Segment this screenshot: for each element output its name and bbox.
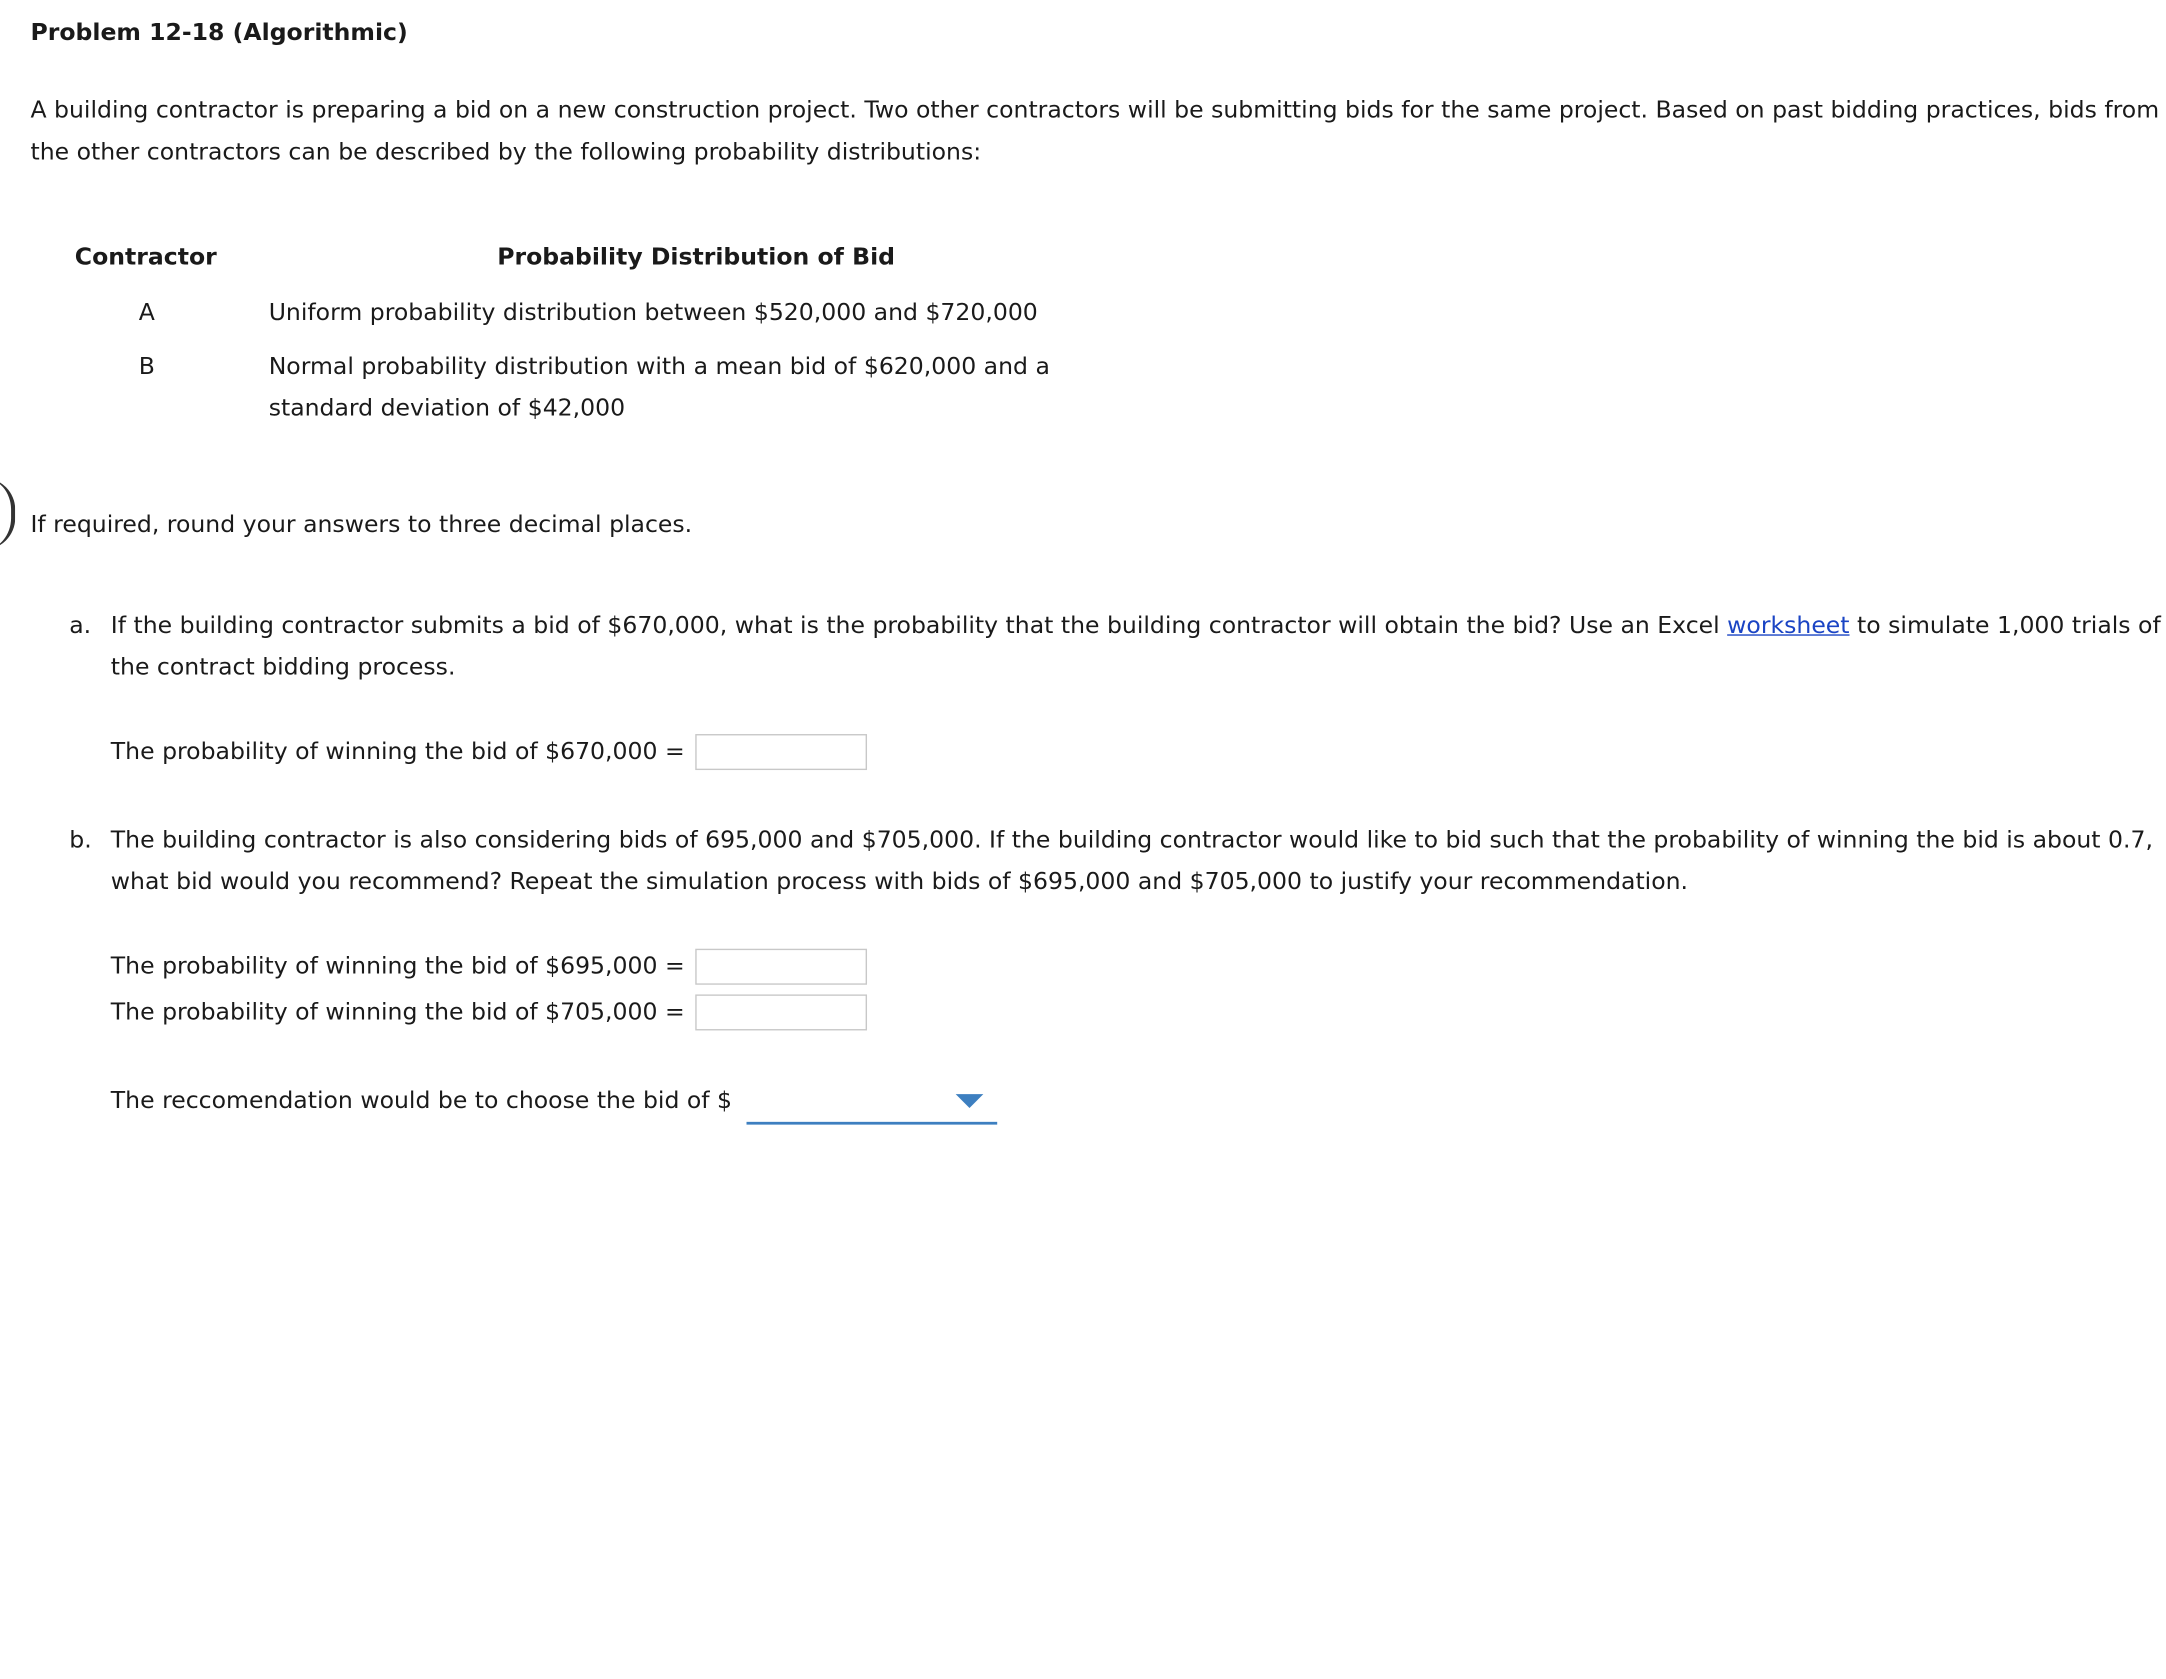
question-a-letter: a. (69, 612, 92, 640)
rounding-note: If required, round your answers to three decimal places. (30, 511, 693, 539)
question-a-text (111, 605, 2166, 688)
answer-a-input[interactable] (696, 734, 868, 770)
table-header-distribution: Probability Distribution of Bid (497, 243, 896, 272)
contractor-a-label: A (138, 299, 155, 327)
question-a-text-end: to simulate 1,000 trials of the contract bidding process. (110, 612, 2161, 682)
table-header-contractor: Contractor (74, 243, 217, 272)
contractor-a-distribution: Uniform probability distribution between $520,000 and $720,000 (268, 299, 1038, 327)
contractor-b-distribution: Normal probability distribution with a mean bid of $620,000 and a standard deviation of $42,000 (268, 353, 1050, 423)
answer-a-row (111, 731, 868, 773)
problem-title: Problem 12-18 (Algorithmic) (30, 19, 408, 48)
contractor-b-label: B (138, 353, 155, 381)
answer-b2-row (111, 992, 868, 1034)
problem-intro: A building contractor is preparing a bid on a new construction project. Two other contractors will be submitting bids for the same project. Based on past bidding practices, bids from the other contractors can be described by the following probability distributions: (30, 96, 2160, 167)
answer-b1-label: The probability of winning the bid of $695,000 = (110, 952, 685, 981)
worksheet-link[interactable]: worksheet (1727, 612, 1850, 640)
answer-b1-input[interactable] (696, 949, 868, 985)
recommendation-label: The reccomendation would be to choose the bid of $ (110, 1087, 733, 1115)
question-b-letter: b. (69, 826, 92, 855)
chevron-down-icon[interactable] (956, 1094, 984, 1108)
answer-b1-row (111, 946, 868, 988)
answer-b2-label: The probability of winning the bid of $705,000 = (110, 998, 685, 1027)
question-b-text: The building contractor is also considering bids of 695,000 and $705,000. If the building contractor would like to bid such that the probability of winning the bid is about 0.7, what bid would you recommend? Repeat the simulation process with bids of $695,000 and $705,000 to justify your recommendation. (110, 826, 2153, 897)
left-edge-marker (0, 478, 15, 550)
question-a (69, 605, 2166, 688)
recommendation-row (111, 1080, 732, 1122)
answer-b2-input[interactable] (696, 994, 868, 1030)
recommendation-dropdown[interactable] (747, 1084, 998, 1124)
question-a-text-start: If the building contractor submits a bid of $670,000, what is the probability that the building contractor will obtain the bid? Use an Excel (110, 612, 1728, 640)
answer-a-label: The probability of winning the bid of $670,000 = (110, 738, 685, 766)
question-b (69, 820, 2166, 903)
